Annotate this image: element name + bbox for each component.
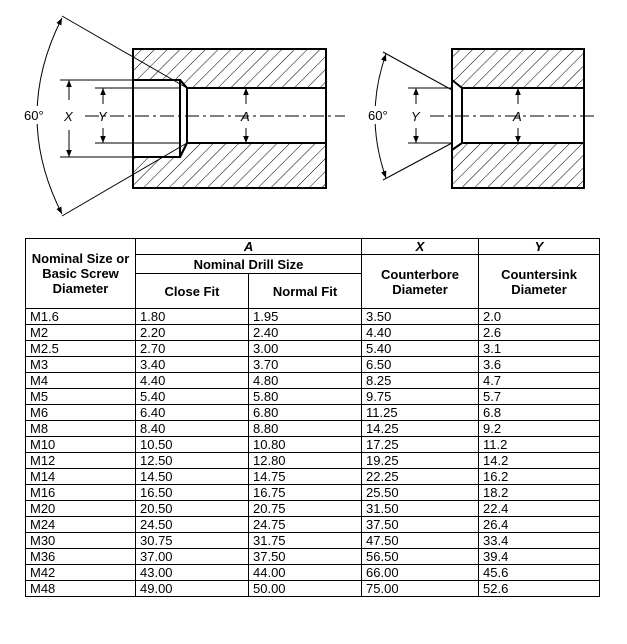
cell-counterbore: 4.40 xyxy=(362,325,479,341)
cell-countersink: 4.7 xyxy=(479,373,600,389)
cell-close-fit: 10.50 xyxy=(136,437,249,453)
cell-countersink: 16.2 xyxy=(479,469,600,485)
technical-drawings xyxy=(0,0,627,230)
cell-close-fit: 3.40 xyxy=(136,357,249,373)
table-row xyxy=(26,309,600,325)
cell-close-fit: 24.50 xyxy=(136,517,249,533)
cell-countersink: 22.4 xyxy=(479,501,600,517)
cell-countersink: 5.7 xyxy=(479,389,600,405)
cell-size: M1.6 xyxy=(26,309,136,325)
cell-close-fit: 49.00 xyxy=(136,581,249,597)
table-row xyxy=(26,325,600,341)
cell-normal-fit: 2.40 xyxy=(249,325,362,341)
table-row xyxy=(26,533,600,549)
table-row xyxy=(26,485,600,501)
cell-countersink: 18.2 xyxy=(479,485,600,501)
table-row xyxy=(26,437,600,453)
cell-normal-fit: 37.50 xyxy=(249,549,362,565)
cell-normal-fit: 20.75 xyxy=(249,501,362,517)
cell-normal-fit: 3.70 xyxy=(249,357,362,373)
header-nominal-drill-size: Nominal Drill Size xyxy=(136,255,362,274)
cell-size: M42 xyxy=(26,565,136,581)
cell-countersink: 3.1 xyxy=(479,341,600,357)
cell-close-fit: 37.00 xyxy=(136,549,249,565)
header-counterbore-diameter: Counterbore Diameter xyxy=(362,255,479,309)
cell-size: M12 xyxy=(26,453,136,469)
cell-counterbore: 6.50 xyxy=(362,357,479,373)
cell-normal-fit: 24.75 xyxy=(249,517,362,533)
table-row xyxy=(26,581,600,597)
table-row xyxy=(26,469,600,485)
cell-countersink: 2.6 xyxy=(479,325,600,341)
table-row xyxy=(26,517,600,533)
cell-close-fit: 20.50 xyxy=(136,501,249,517)
table-row xyxy=(26,565,600,581)
cell-size: M16 xyxy=(26,485,136,501)
header-close-fit: Close Fit xyxy=(136,274,249,309)
cell-size: M3 xyxy=(26,357,136,373)
cell-normal-fit: 31.75 xyxy=(249,533,362,549)
counterbore-angle-label: 60° xyxy=(24,108,44,123)
cell-close-fit: 8.40 xyxy=(136,421,249,437)
cell-countersink: 3.6 xyxy=(479,357,600,373)
cell-normal-fit: 3.00 xyxy=(249,341,362,357)
counterbore-y-label: Y xyxy=(98,109,107,124)
cell-size: M5 xyxy=(26,389,136,405)
table-row xyxy=(26,501,600,517)
table-row xyxy=(26,421,600,437)
cell-close-fit: 43.00 xyxy=(136,565,249,581)
cell-close-fit: 6.40 xyxy=(136,405,249,421)
cell-normal-fit: 1.95 xyxy=(249,309,362,325)
countersink-y-label: Y xyxy=(411,109,420,124)
cell-size: M24 xyxy=(26,517,136,533)
countersink-a-label: A xyxy=(513,109,522,124)
cell-close-fit: 12.50 xyxy=(136,453,249,469)
cell-normal-fit: 44.00 xyxy=(249,565,362,581)
cell-counterbore: 22.25 xyxy=(362,469,479,485)
cell-normal-fit: 14.75 xyxy=(249,469,362,485)
cell-counterbore: 25.50 xyxy=(362,485,479,501)
cell-close-fit: 2.70 xyxy=(136,341,249,357)
header-normal-fit: Normal Fit xyxy=(249,274,362,309)
cell-counterbore: 56.50 xyxy=(362,549,479,565)
cell-normal-fit: 12.80 xyxy=(249,453,362,469)
cell-normal-fit: 5.80 xyxy=(249,389,362,405)
cell-counterbore: 3.50 xyxy=(362,309,479,325)
counterbore-drawing xyxy=(22,16,345,216)
table-row xyxy=(26,389,600,405)
cell-size: M20 xyxy=(26,501,136,517)
cell-countersink: 2.0 xyxy=(479,309,600,325)
cell-normal-fit: 10.80 xyxy=(249,437,362,453)
cell-countersink: 9.2 xyxy=(479,421,600,437)
cell-countersink: 26.4 xyxy=(479,517,600,533)
table-row xyxy=(26,373,600,389)
cell-countersink: 45.6 xyxy=(479,565,600,581)
cell-countersink: 14.2 xyxy=(479,453,600,469)
cell-size: M36 xyxy=(26,549,136,565)
cell-counterbore: 75.00 xyxy=(362,581,479,597)
table-row xyxy=(26,549,600,565)
header-group-a: A xyxy=(136,239,362,255)
table-row xyxy=(26,357,600,373)
table-row xyxy=(26,341,600,357)
countersink-angle-label: 60° xyxy=(368,108,388,123)
cell-normal-fit: 4.80 xyxy=(249,373,362,389)
cell-counterbore: 37.50 xyxy=(362,517,479,533)
cell-close-fit: 5.40 xyxy=(136,389,249,405)
cell-counterbore: 31.50 xyxy=(362,501,479,517)
cell-counterbore: 14.25 xyxy=(362,421,479,437)
cell-close-fit: 16.50 xyxy=(136,485,249,501)
cell-size: M2 xyxy=(26,325,136,341)
cell-normal-fit: 16.75 xyxy=(249,485,362,501)
cell-close-fit: 1.80 xyxy=(136,309,249,325)
cell-counterbore: 5.40 xyxy=(362,341,479,357)
cell-size: M30 xyxy=(26,533,136,549)
cell-counterbore: 47.50 xyxy=(362,533,479,549)
screw-clearance-table xyxy=(25,238,600,597)
cell-countersink: 52.6 xyxy=(479,581,600,597)
counterbore-a-label: A xyxy=(241,109,250,124)
cell-size: M10 xyxy=(26,437,136,453)
header-group-x: X xyxy=(362,239,479,255)
cell-size: M6 xyxy=(26,405,136,421)
cell-normal-fit: 8.80 xyxy=(249,421,362,437)
cell-close-fit: 30.75 xyxy=(136,533,249,549)
cell-counterbore: 17.25 xyxy=(362,437,479,453)
cell-counterbore: 8.25 xyxy=(362,373,479,389)
table-row xyxy=(26,453,600,469)
cell-counterbore: 11.25 xyxy=(362,405,479,421)
cell-close-fit: 4.40 xyxy=(136,373,249,389)
cell-counterbore: 19.25 xyxy=(362,453,479,469)
cell-size: M14 xyxy=(26,469,136,485)
cell-counterbore: 9.75 xyxy=(362,389,479,405)
cell-countersink: 11.2 xyxy=(479,437,600,453)
cell-normal-fit: 50.00 xyxy=(249,581,362,597)
header-nominal-size: Nominal Size or Basic Screw Diameter xyxy=(26,239,136,309)
cell-normal-fit: 6.80 xyxy=(249,405,362,421)
counterbore-x-label: X xyxy=(64,109,73,124)
cell-size: M2.5 xyxy=(26,341,136,357)
header-group-y: Y xyxy=(479,239,600,255)
cell-counterbore: 66.00 xyxy=(362,565,479,581)
cell-size: M4 xyxy=(26,373,136,389)
header-countersink-diameter: Countersink Diameter xyxy=(479,255,600,309)
countersink-drawing xyxy=(366,49,598,188)
cell-size: M8 xyxy=(26,421,136,437)
cell-close-fit: 14.50 xyxy=(136,469,249,485)
cell-countersink: 6.8 xyxy=(479,405,600,421)
cell-countersink: 33.4 xyxy=(479,533,600,549)
cell-countersink: 39.4 xyxy=(479,549,600,565)
cell-close-fit: 2.20 xyxy=(136,325,249,341)
table-row xyxy=(26,405,600,421)
cell-size: M48 xyxy=(26,581,136,597)
